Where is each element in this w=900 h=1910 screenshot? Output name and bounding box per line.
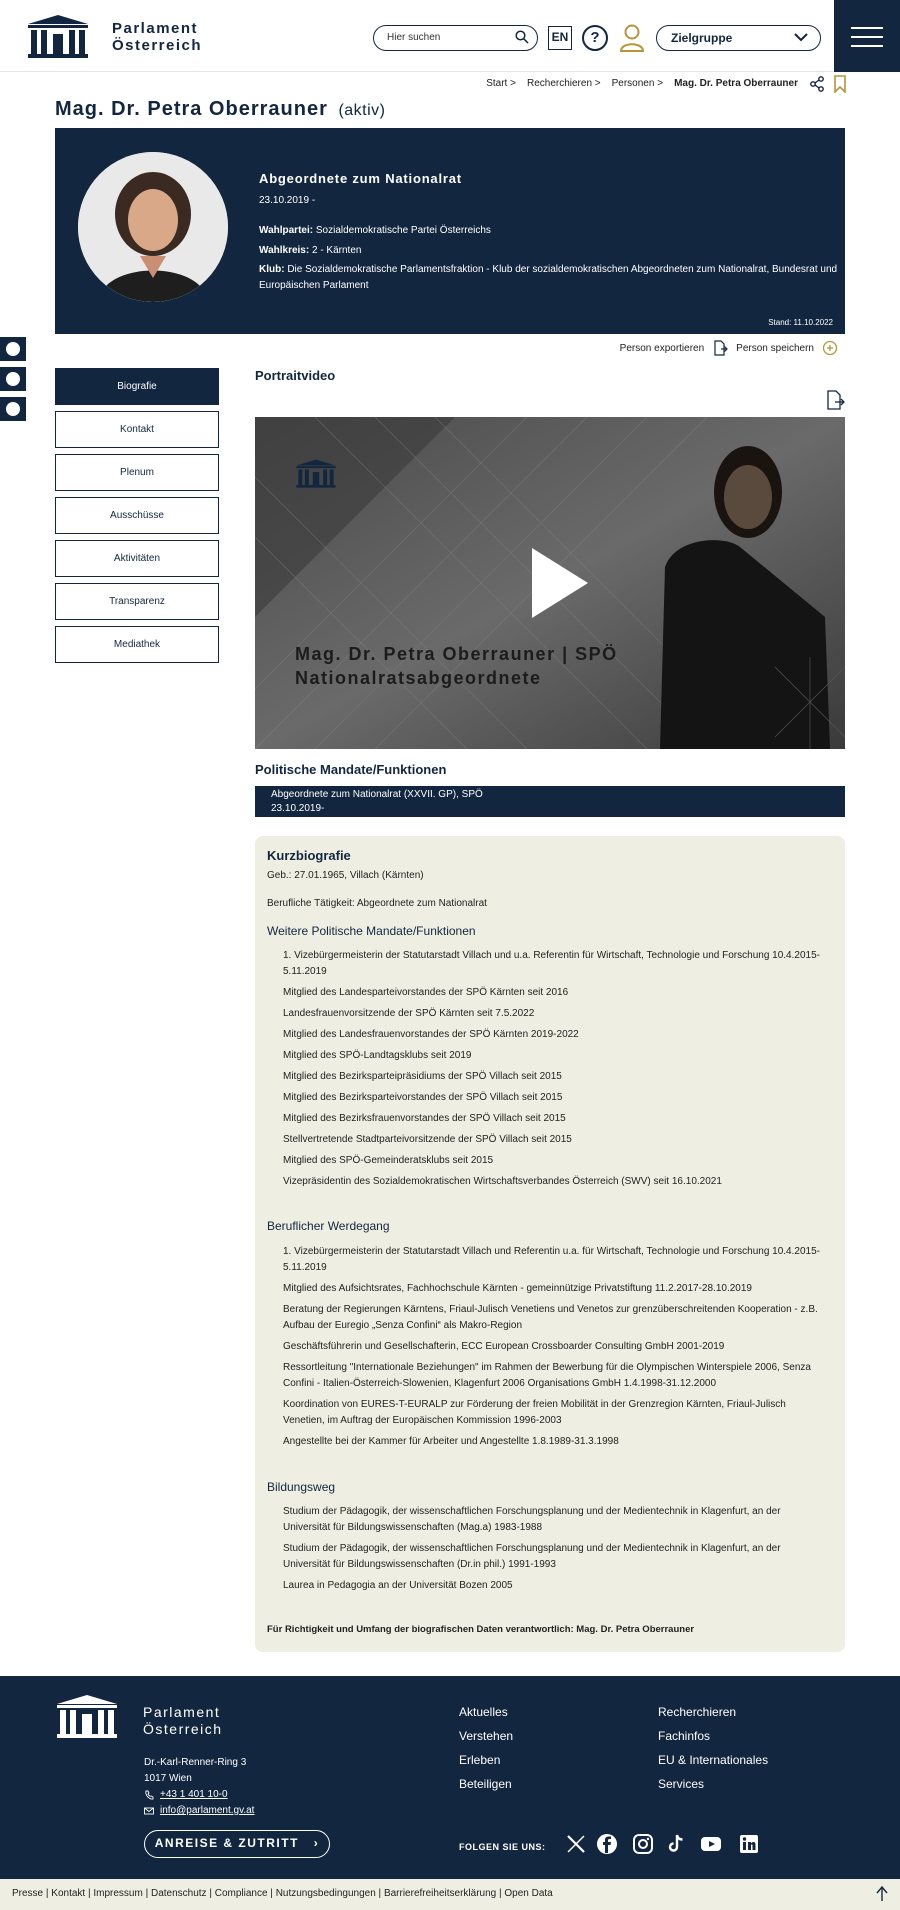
hamburger-line bbox=[851, 45, 883, 47]
person-name: Mag. Dr. Petra Oberrauner bbox=[55, 98, 328, 120]
linkedin-icon[interactable] bbox=[738, 1833, 760, 1855]
person-status: (aktiv) bbox=[338, 102, 386, 119]
sidenav-ausschuesse[interactable]: Ausschüsse bbox=[55, 497, 219, 534]
klub-label: Klub: bbox=[259, 264, 285, 275]
breadcrumb-current: Mag. Dr. Petra Oberrauner bbox=[674, 78, 798, 89]
portrait-video-player[interactable] bbox=[255, 417, 845, 749]
search-icon[interactable] bbox=[515, 30, 529, 44]
list-item: Koordination von EURES-T-EURALP zur Förderung der freien Mobilität in der Grenzregion Kärnten, Friaul-Julisch Venetien, im Auftrag der Europäischen Kommission 1996-2003 bbox=[283, 1399, 786, 1426]
legal-link-datenschutz[interactable]: Datenschutz bbox=[150, 1888, 207, 1899]
export-icon[interactable] bbox=[712, 340, 728, 356]
footer-link[interactable]: Fachinfos bbox=[658, 1729, 711, 1743]
sidenav-biografie[interactable]: Biografie bbox=[55, 368, 219, 405]
mail-icon bbox=[144, 1806, 154, 1816]
breadcrumb-personen[interactable]: Personen > bbox=[611, 78, 664, 89]
phone-icon bbox=[144, 1790, 154, 1800]
stand-date: Stand: 11.10.2022 bbox=[768, 318, 833, 327]
play-icon[interactable] bbox=[532, 548, 588, 618]
address-city: 1017 Wien bbox=[144, 1773, 192, 1784]
youtube-icon[interactable] bbox=[700, 1833, 722, 1855]
list-item: Mitglied des Bezirksparteivorstandes der SPÖ Villach seit 2015 bbox=[283, 1092, 563, 1103]
phone-link[interactable]: +43 1 401 10-0 bbox=[160, 1789, 228, 1800]
list-item: Mitglied des SPÖ-Landtagsklubs seit 2019 bbox=[283, 1050, 472, 1061]
list-item: 1. Vizebürgermeisterin der Statutarstadt Villach und Referentin u.a. für Wirtschaft, Technologie und Forschung 10.4.2015-5.11.2019 bbox=[283, 1246, 820, 1273]
list-item: Laurea in Pedagogia an der Universität Bozen 2005 bbox=[283, 1580, 513, 1591]
parliament-building-icon bbox=[295, 459, 337, 489]
legal-link-barrierefreiheit[interactable]: Barrierefreiheitserklärung bbox=[383, 1888, 497, 1899]
facebook-icon[interactable] bbox=[596, 1833, 618, 1855]
zielgruppe-select[interactable] bbox=[656, 25, 821, 51]
sidenav-plenum[interactable]: Plenum bbox=[55, 454, 219, 491]
profile-actions bbox=[620, 340, 838, 356]
chevron-right-icon: › bbox=[313, 1836, 320, 1850]
birth-info: Geb.: 27.01.1965, Villach (Kärnten) bbox=[267, 870, 424, 881]
follow-us-label: FOLGEN SIE UNS: bbox=[459, 1842, 546, 1852]
phone-row[interactable] bbox=[144, 1787, 254, 1803]
tiktok-icon[interactable] bbox=[665, 1833, 687, 1855]
bio-responsibility-note: Für Richtigkeit und Umfang der biografischen Daten verantwortlich: Mag. Dr. Petra Oberrauner bbox=[267, 1624, 695, 1635]
footer-link[interactable]: Recherchieren bbox=[658, 1705, 737, 1719]
search-input[interactable] bbox=[373, 25, 538, 51]
legal-link-nutzungsbedingungen[interactable]: Nutzungsbedingungen bbox=[275, 1888, 376, 1899]
list-item: Beratung der Regierungen Kärntens, Friaul-Julisch Venetiens und Venetos zur grenzüberschreitenden Kooperation - z.B. Aufbau der Euregio „Senza Confini“ als Makro-Region bbox=[283, 1304, 818, 1331]
easy-language-button[interactable] bbox=[0, 397, 26, 421]
list-item: Studium der Pädagogik, der wissenschaftlichen Forschungsplanung und der Medientechnik in Klagenfurt, an der Universität für Bildungswissenschaften (Mag.a) 1983-1988 bbox=[283, 1506, 781, 1533]
instagram-icon[interactable] bbox=[632, 1833, 654, 1855]
breadcrumb-recherchieren[interactable]: Recherchieren > bbox=[526, 78, 601, 89]
wahlpartei-label: Wahlpartei: bbox=[259, 225, 314, 236]
education-heading: Bildungsweg bbox=[267, 1480, 336, 1494]
video-title-line2: Nationalratsabgeordnete bbox=[295, 668, 542, 688]
export-icon[interactable] bbox=[825, 390, 845, 410]
legal-link-presse[interactable]: Presse bbox=[12, 1888, 44, 1899]
list-item: Mitglied des Landesparteivorstandes der SPÖ Kärnten seit 2016 bbox=[283, 987, 569, 998]
logo-line1: Parlament bbox=[112, 20, 199, 37]
video-title bbox=[295, 642, 618, 690]
list-item: Stellvertretende Stadtparteivorsitzende der SPÖ Villach seit 2015 bbox=[283, 1134, 572, 1145]
chevron-down-icon bbox=[794, 32, 808, 42]
sidenav-mediathek[interactable]: Mediathek bbox=[55, 626, 219, 663]
page-title bbox=[55, 98, 386, 121]
list-item: Mitglied des Bezirksfrauenvorstandes der SPÖ Villach seit 2015 bbox=[283, 1113, 566, 1124]
footer-link[interactable]: Aktuelles bbox=[459, 1705, 508, 1719]
footer-link[interactable]: Verstehen bbox=[459, 1729, 514, 1743]
education-list bbox=[283, 1504, 828, 1599]
profile-sidenav bbox=[55, 368, 219, 669]
sign-language-button[interactable] bbox=[0, 367, 26, 391]
search-placeholder: Hier suchen bbox=[387, 32, 441, 43]
site-header bbox=[0, 0, 900, 72]
wahlkreis-label: Wahlkreis: bbox=[259, 245, 310, 256]
hamburger-line bbox=[851, 27, 883, 29]
legal-links-bar: Presse | Kontakt | Impressum | Datenschutz | Compliance | Nutzungsbedingungen | Barrierefreiheitserklärung | Open Data bbox=[0, 1879, 900, 1910]
breadcrumb-start[interactable]: Start > bbox=[486, 78, 516, 89]
language-switch-button[interactable]: EN bbox=[548, 26, 572, 50]
add-circle-icon[interactable] bbox=[822, 340, 838, 356]
mandates-heading: Politische Mandate/Funktionen bbox=[255, 762, 447, 777]
x-twitter-icon[interactable] bbox=[565, 1833, 587, 1855]
easy-read-icon bbox=[6, 402, 20, 416]
footer-address bbox=[144, 1755, 254, 1819]
biography-box bbox=[255, 836, 845, 1652]
role-title: Abgeordnete zum Nationalrat bbox=[259, 171, 462, 186]
accessibility-icon bbox=[6, 342, 20, 356]
parliament-building-icon bbox=[26, 14, 90, 60]
list-item: 1. Vizebürgermeisterin der Statutarstadt Villach und u.a. Referentin für Wirtschaft, Technologie und Forschung 10.4.2015-5.11.2019 bbox=[283, 950, 820, 977]
list-item: Mitglied des SPÖ-Gemeinderatsklubs seit 2015 bbox=[283, 1155, 494, 1166]
address-street: Dr.-Karl-Renner-Ring 3 bbox=[144, 1757, 247, 1768]
help-icon[interactable]: ? bbox=[582, 25, 608, 51]
video-title-line1: Mag. Dr. Petra Oberrauner | SPÖ bbox=[295, 644, 618, 664]
bookmark-icon[interactable] bbox=[833, 75, 847, 93]
accessibility-button[interactable] bbox=[0, 337, 26, 361]
menu-button[interactable] bbox=[834, 0, 900, 72]
footer-logo-line1: Parlament bbox=[143, 1704, 221, 1720]
anreise-label: ANREISE & ZUTRITT bbox=[154, 1836, 299, 1850]
footer-link[interactable]: Beteiligen bbox=[459, 1777, 512, 1791]
export-person-link[interactable]: Person exportieren bbox=[619, 342, 705, 354]
parliament-building-icon bbox=[55, 1694, 119, 1740]
parliament-logo[interactable] bbox=[26, 14, 202, 60]
wahlkreis-value: 2 - Kärnten bbox=[311, 245, 362, 256]
mandate-title: Abgeordnete zum Nationalrat (XXVII. GP), SPÖ bbox=[271, 789, 483, 800]
footer-link[interactable]: Erleben bbox=[459, 1753, 501, 1767]
klub-row bbox=[259, 262, 839, 294]
list-item: Mitglied des Aufsichtsrates, Fachhochschule Kärnten - gemeinnützige Privatstiftung 11.2.2017-28.10.2019 bbox=[283, 1283, 752, 1294]
wahlkreis-row bbox=[259, 243, 839, 259]
list-item: Studium der Pädagogik, der wissenschaftlichen Forschungsplanung und der Medientechnik in Klagenfurt, an der Universität für Bildungswissenschaften (Dr.in phil.) 1991-1993 bbox=[283, 1543, 781, 1570]
role-date: 23.10.2019 - bbox=[259, 195, 316, 206]
hand-icon bbox=[6, 372, 20, 386]
career-list bbox=[283, 1244, 828, 1455]
zielgruppe-label: Zielgruppe bbox=[671, 31, 733, 45]
political-functions-heading: Weitere Politische Mandate/Funktionen bbox=[267, 924, 476, 938]
mandate-date: 23.10.2019- bbox=[271, 803, 325, 814]
legal-link-kontakt[interactable]: Kontakt bbox=[51, 1888, 86, 1899]
hamburger-line bbox=[851, 36, 883, 38]
job-info: Berufliche Tätigkeit: Abgeordnete zum Nationalrat bbox=[267, 898, 487, 909]
site-footer bbox=[0, 1676, 900, 1879]
profile-card bbox=[55, 128, 845, 334]
footer-link[interactable]: EU & Internationales bbox=[658, 1753, 769, 1767]
list-item: Geschäftsführerin und Gesellschafterin, ECC European Crossboarder Consulting GmbH 2001-2019 bbox=[283, 1341, 725, 1352]
career-heading: Beruflicher Werdegang bbox=[267, 1219, 390, 1233]
klub-value: Die Sozialdemokratische Parlamentsfraktion - Klub der sozialdemokratischen Abgeordneten zum Nationalrat, Bundesrat und Europäischen Parlament bbox=[259, 264, 838, 291]
email-row[interactable] bbox=[144, 1803, 254, 1819]
arrow-up-icon[interactable] bbox=[876, 1886, 888, 1902]
footer-link[interactable]: Services bbox=[658, 1777, 705, 1791]
list-item: Vizepräsidentin des Sozialdemokratischen Wirtschaftsverbandes Österreich (SWV) seit 16.10.2021 bbox=[283, 1176, 722, 1187]
footer-nav-col1 bbox=[459, 1700, 513, 1796]
breadcrumb bbox=[486, 78, 798, 89]
list-item: Landesfrauenvorsitzende der SPÖ Kärnten seit 7.5.2022 bbox=[283, 1008, 535, 1019]
footer-logo[interactable] bbox=[55, 1694, 223, 1740]
sidenav-aktivitaeten[interactable]: Aktivitäten bbox=[55, 540, 219, 577]
legal-link-opendata[interactable]: Open Data bbox=[504, 1888, 553, 1899]
list-item: Mitglied des Landesfrauenvorstandes der SPÖ Kärnten 2019-2022 bbox=[283, 1029, 579, 1040]
political-functions-list bbox=[283, 948, 828, 1195]
list-item: Mitglied des Bezirksparteipräsidiums der SPÖ Villach seit 2015 bbox=[283, 1071, 562, 1082]
save-person-link[interactable]: Person speichern bbox=[736, 342, 814, 354]
anreise-zutritt-button[interactable] bbox=[144, 1830, 330, 1858]
footer-logo-line2: Österreich bbox=[143, 1721, 223, 1737]
wahlpartei-row bbox=[259, 223, 839, 239]
sidenav-kontakt[interactable]: Kontakt bbox=[55, 411, 219, 448]
mandate-item bbox=[255, 786, 845, 817]
logo-line2: Österreich bbox=[112, 37, 203, 54]
legal-link-impressum[interactable]: Impressum bbox=[93, 1888, 143, 1899]
list-item: Ressortleitung "Internationale Beziehungen" im Rahmen der Bewerbung für die Olympischen Winterspiele 2006, Senza Confini - Italien-Österreich-Slowenien, Klagenfurt 2006 Organisations GmbH 1.4.1998-31.12.2000 bbox=[283, 1362, 811, 1389]
portraitvideo-heading: Portraitvideo bbox=[255, 368, 336, 383]
legal-link-compliance[interactable]: Compliance bbox=[214, 1888, 268, 1899]
user-icon[interactable] bbox=[619, 24, 645, 52]
list-item: Angestellte bei der Kammer für Arbeiter und Angestellte 1.8.1989-31.3.1998 bbox=[283, 1436, 619, 1447]
footer-nav-col2 bbox=[658, 1700, 768, 1796]
wahlpartei-value: Sozialdemokratische Partei Österreichs bbox=[315, 225, 491, 236]
share-icon[interactable] bbox=[809, 76, 825, 92]
email-link[interactable]: info@parlament.gv.at bbox=[160, 1805, 255, 1816]
kurzbiografie-heading: Kurzbiografie bbox=[267, 848, 351, 863]
sidenav-transparenz[interactable]: Transparenz bbox=[55, 583, 219, 620]
zoom-in-icon[interactable] bbox=[205, 280, 221, 296]
